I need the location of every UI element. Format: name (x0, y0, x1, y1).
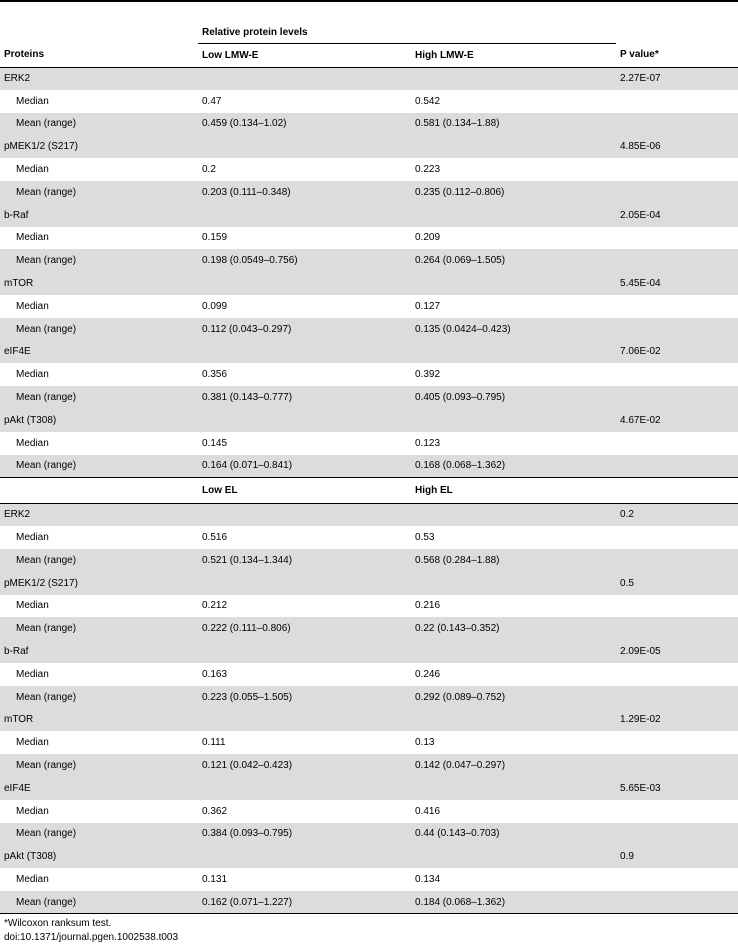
protein-name: ERK2 (0, 67, 198, 90)
protein-row (0, 409, 738, 432)
mean-range-low: 0.223 (0.055–1.505) (198, 686, 411, 709)
p-value: 2.09E-05 (616, 640, 738, 663)
median-low: 0.111 (202, 737, 226, 749)
median-low: 0.2 (202, 164, 216, 176)
table-body (0, 67, 738, 914)
median-high: 0.13 (415, 737, 435, 749)
median-low: 0.163 (202, 668, 228, 680)
p-value: 0.5 (616, 572, 738, 595)
median-label: Median (16, 805, 49, 817)
median-row (0, 432, 738, 455)
median-label: Median (16, 300, 49, 312)
median-label: Median (16, 873, 49, 885)
p-value: 4.85E-06 (616, 135, 738, 158)
median-row (0, 663, 738, 686)
median-label: Median (16, 737, 49, 749)
protein-name: pAkt (T308) (0, 845, 198, 868)
mean-range-row (0, 386, 738, 409)
mean-range-high: 0.405 (0.093–0.795) (411, 386, 616, 409)
median-label: Median (16, 600, 49, 612)
mean-range-low: 0.203 (0.111–0.348) (198, 181, 411, 204)
section-header-row (0, 477, 738, 503)
mean-range-label: Mean (range) (0, 318, 198, 341)
mean-range-row (0, 754, 738, 777)
mean-range-low: 0.459 (0.134–1.02) (198, 113, 411, 136)
median-high: 0.53 (415, 532, 435, 544)
mean-range-low: 0.384 (0.093–0.795) (198, 823, 411, 846)
median-row (0, 158, 738, 181)
p-value: 2.27E-07 (616, 67, 738, 90)
mean-range-label: Mean (range) (0, 455, 198, 478)
mean-range-high: 0.22 (0.143–0.352) (411, 617, 616, 640)
mean-range-high: 0.184 (0.068–1.362) (411, 891, 616, 914)
median-row (0, 526, 738, 549)
protein-name: ERK2 (0, 503, 198, 526)
mean-range-row (0, 181, 738, 204)
protein-name: pMEK1/2 (S217) (0, 572, 198, 595)
protein-name: b-Raf (0, 640, 198, 663)
top-rule (0, 0, 738, 2)
median-row (0, 227, 738, 250)
footnote-text: *Wilcoxon ranksum test. (4, 918, 112, 929)
median-row (0, 731, 738, 754)
median-low: 0.356 (202, 369, 228, 381)
mean-range-label: Mean (range) (0, 617, 198, 640)
median-high: 0.223 (415, 164, 441, 176)
p-value: 7.06E-02 (616, 341, 738, 364)
mean-range-row (0, 549, 738, 572)
protein-row (0, 135, 738, 158)
median-low: 0.47 (202, 95, 222, 107)
mean-range-low: 0.164 (0.071–0.841) (198, 455, 411, 478)
protein-name: mTOR (0, 272, 198, 295)
mean-range-row (0, 318, 738, 341)
mean-range-row (0, 455, 738, 478)
mean-range-high: 0.581 (0.134–1.88) (411, 113, 616, 136)
median-label: Median (16, 668, 49, 680)
median-high: 0.392 (415, 369, 441, 381)
mean-range-row (0, 617, 738, 640)
protein-name: mTOR (0, 709, 198, 732)
protein-name: pMEK1/2 (S217) (0, 135, 198, 158)
median-label: Median (16, 532, 49, 544)
median-label: Median (16, 95, 49, 107)
median-low: 0.099 (202, 300, 228, 312)
median-label: Median (16, 369, 49, 381)
protein-row (0, 640, 738, 663)
mean-range-low: 0.381 (0.143–0.777) (198, 386, 411, 409)
mean-range-label: Mean (range) (0, 686, 198, 709)
protein-row (0, 272, 738, 295)
group-header: Relative protein levels (198, 22, 616, 43)
p-value: 5.65E-03 (616, 777, 738, 800)
doi-text: doi:10.1371/journal.pgen.1002538.t003 (4, 932, 179, 943)
median-high: 0.542 (415, 95, 441, 107)
median-high: 0.209 (415, 232, 441, 244)
protein-name: eIF4E (0, 341, 198, 364)
median-low: 0.159 (202, 232, 228, 244)
median-row (0, 363, 738, 386)
mean-range-label: Mean (range) (0, 249, 198, 272)
mean-range-row (0, 113, 738, 136)
mean-range-row (0, 823, 738, 846)
column-header-p-value: P value* (616, 43, 738, 67)
median-low: 0.212 (202, 600, 228, 612)
mean-range-high: 0.292 (0.089–0.752) (411, 686, 616, 709)
p-value: 0.2 (616, 503, 738, 526)
mean-range-label: Mean (range) (0, 549, 198, 572)
mean-range-high: 0.44 (0.143–0.703) (411, 823, 616, 846)
protein-row (0, 709, 738, 732)
mean-range-low: 0.112 (0.043–0.297) (198, 318, 411, 341)
mean-range-high: 0.142 (0.047–0.297) (411, 754, 616, 777)
median-high: 0.246 (415, 668, 441, 680)
protein-row (0, 503, 738, 526)
mean-range-label: Mean (range) (0, 181, 198, 204)
median-row (0, 868, 738, 891)
median-row (0, 595, 738, 618)
column-header-high-el: High EL (411, 477, 616, 503)
mean-range-high: 0.568 (0.284–1.88) (411, 549, 616, 572)
protein-row (0, 845, 738, 868)
p-value: 4.67E-02 (616, 409, 738, 432)
median-high: 0.134 (415, 873, 441, 885)
column-header-low-lmw-e: Low LMW-E (198, 43, 411, 67)
protein-row (0, 572, 738, 595)
median-high: 0.123 (415, 437, 441, 449)
p-value: 5.45E-04 (616, 272, 738, 295)
median-low: 0.516 (202, 532, 228, 544)
mean-range-label: Mean (range) (0, 891, 198, 914)
median-row (0, 800, 738, 823)
mean-range-high: 0.135 (0.0424–0.423) (411, 318, 616, 341)
table-footnote (4, 917, 178, 945)
protein-name: eIF4E (0, 777, 198, 800)
median-label: Median (16, 437, 49, 449)
mean-range-row (0, 891, 738, 914)
median-row (0, 295, 738, 318)
median-low: 0.362 (202, 805, 228, 817)
mean-range-low: 0.198 (0.0549–0.756) (198, 249, 411, 272)
mean-range-label: Mean (range) (0, 754, 198, 777)
median-high: 0.416 (415, 805, 441, 817)
mean-range-low: 0.121 (0.042–0.423) (198, 754, 411, 777)
p-value: 2.05E-04 (616, 204, 738, 227)
column-header-low-el: Low EL (198, 477, 411, 503)
mean-range-low: 0.521 (0.134–1.344) (198, 549, 411, 572)
protein-row (0, 204, 738, 227)
protein-row (0, 67, 738, 90)
p-value: 1.29E-02 (616, 709, 738, 732)
median-label: Median (16, 164, 49, 176)
median-low: 0.145 (202, 437, 228, 449)
mean-range-label: Mean (range) (0, 823, 198, 846)
p-value: 0.9 (616, 845, 738, 868)
median-high: 0.127 (415, 300, 441, 312)
mean-range-low: 0.162 (0.071–1.227) (198, 891, 411, 914)
mean-range-row (0, 249, 738, 272)
median-low: 0.131 (202, 873, 228, 885)
column-header-high-lmw-e: High LMW-E (411, 43, 616, 67)
median-label: Median (16, 232, 49, 244)
mean-range-label: Mean (range) (0, 386, 198, 409)
mean-range-label: Mean (range) (0, 113, 198, 136)
mean-range-high: 0.264 (0.069–1.505) (411, 249, 616, 272)
median-row (0, 90, 738, 113)
protein-row (0, 777, 738, 800)
protein-levels-table (0, 22, 738, 914)
mean-range-high: 0.168 (0.068–1.362) (411, 455, 616, 478)
mean-range-low: 0.222 (0.111–0.806) (198, 617, 411, 640)
mean-range-row (0, 686, 738, 709)
mean-range-high: 0.235 (0.112–0.806) (411, 181, 616, 204)
median-high: 0.216 (415, 600, 441, 612)
column-header-proteins: Proteins (0, 43, 198, 67)
protein-name: b-Raf (0, 204, 198, 227)
protein-row (0, 341, 738, 364)
protein-name: pAkt (T308) (0, 409, 198, 432)
